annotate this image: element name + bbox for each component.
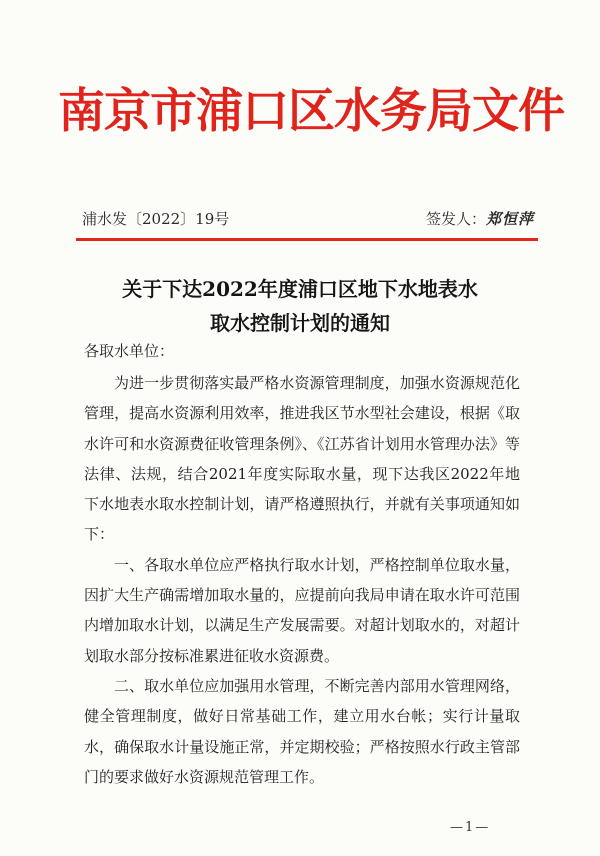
body-paragraph-intro: 为进一步贯彻落实最严格水资源管理制度，加强水资源规范化管理，提高水资源利用效率，推进我区节水型社会建设，根据《取水许可和水资源费征收管理条例》、《江苏省计划用水管理办法》等法律、法规，结合2021年度实际取水量，现下达我区2022年地下水地表水取水控制计划，请严格遵照执行，并就有关事项通知如下：: [84, 374, 520, 544]
red-divider-line: [76, 238, 538, 241]
body-paragraph-item-2: 二、取水单位应加强用水管理，不断完善内部用水管理网络，健全管理制度，做好日常基础工作，建立用水台帐；实行计量取水，确保取水计量设施正常，并定期校验；严格按照水行政主管部门的要求做好水资源规范管理工作。: [84, 676, 520, 786]
notice-title: [70, 272, 530, 340]
notice-body: [84, 368, 520, 792]
issuer-label: 签发人：: [425, 210, 486, 228]
issuer: [426, 209, 534, 229]
document-header-title: 南京市浦口区水务局文件: [58, 84, 564, 139]
issuer-name: 郑恒萍: [485, 210, 534, 228]
notice-title-line-2: 取水控制计划的通知: [210, 311, 390, 335]
page-number: —1—: [450, 820, 491, 835]
salutation: 各取水单位：: [84, 342, 175, 360]
notice-title-line-1: 关于下达2022年度浦口区地下水地表水: [122, 277, 478, 301]
body-paragraph-item-1: 一、各取水单位应严格执行取水计划，严格控制单位取水量，因扩大生产确需增加取水量的，应提前向我局申请在取水许可范围内增加取水计划，以满足生产发展需要。对超计划取水的，对超计划取水部分按标准累进征收水资源费。: [84, 555, 520, 665]
document-number: 浦水发〔2022〕19号: [82, 210, 230, 228]
